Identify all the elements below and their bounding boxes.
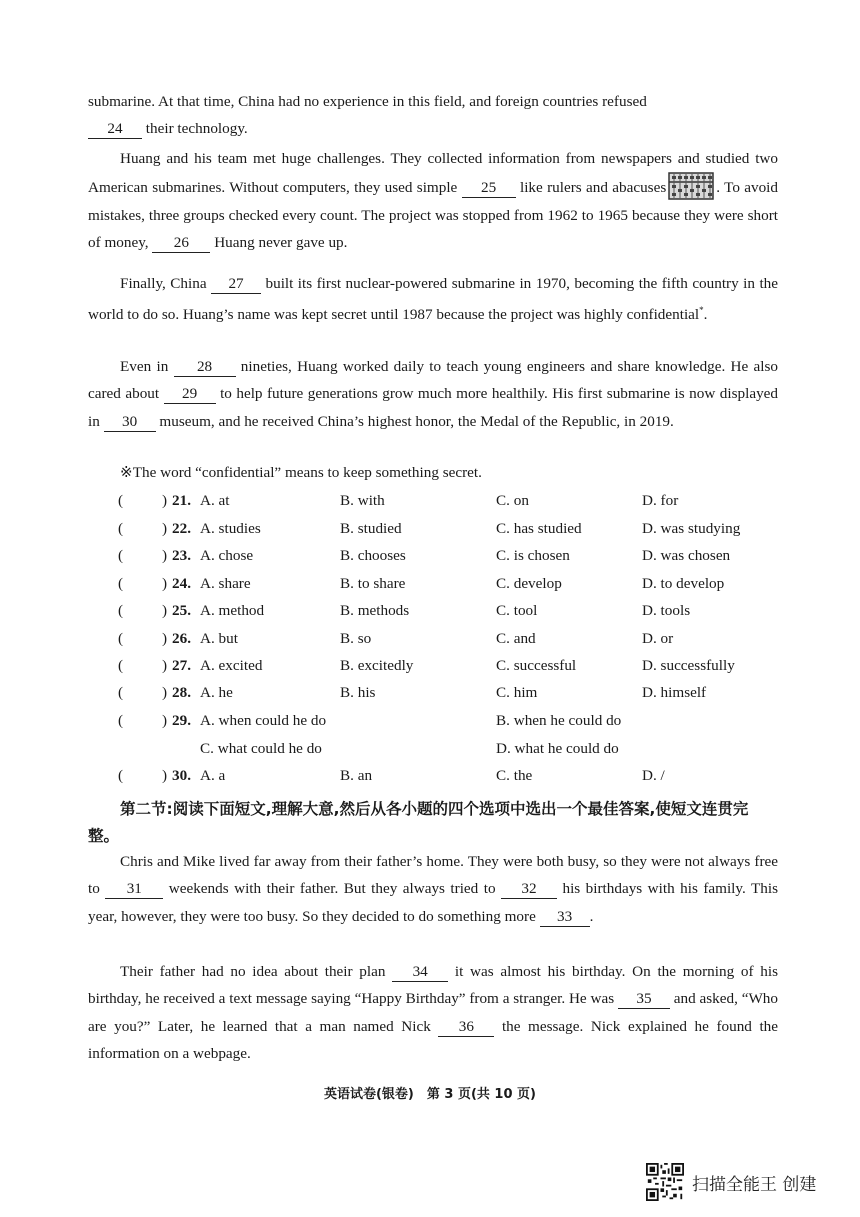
passage2-text: .	[589, 907, 594, 925]
passage2-text: his birthdays with his family. This year, however, they were too busy. So they decided to do something more	[88, 880, 778, 925]
question-number: 28.	[172, 684, 191, 701]
passage1-paragraph-1	[88, 88, 778, 143]
answer-paren-right: )	[162, 767, 168, 784]
question-number: 26.	[172, 630, 191, 647]
passage2-text: Chris and Mike lived far away from their father’s home. They were both busy, so they were not always free to	[88, 853, 778, 898]
question-number: 25.	[172, 602, 191, 619]
blank-34: 34	[392, 963, 448, 982]
blank-29: 29	[164, 385, 216, 404]
blank-28: 28	[174, 358, 236, 377]
passage1-text: like rulers and abacuses	[515, 179, 667, 197]
answer-paren-right: )	[162, 547, 168, 564]
blank-24: 24	[88, 120, 142, 139]
blank-27: 27	[211, 275, 261, 294]
passage1-paragraph-4	[88, 353, 778, 435]
answer-paren-right: )	[162, 575, 168, 592]
option-a: A. a	[200, 767, 226, 784]
passage1-text: Finally, China	[120, 275, 212, 292]
answer-paren-right: )	[162, 520, 168, 537]
option-a: A. studies	[200, 520, 261, 537]
passage2-text: Their father had no idea about their plan	[120, 963, 393, 980]
question-number: 23.	[172, 547, 191, 564]
passage2-paragraph-2	[88, 958, 778, 1068]
question-number: 22.	[172, 520, 191, 537]
question-row	[118, 657, 778, 681]
passage2-text: weekends with their father. But they always tried to	[163, 880, 502, 898]
answer-paren-left: (	[118, 712, 124, 729]
answer-paren-right: )	[162, 630, 168, 647]
answer-paren-right: )	[162, 712, 168, 729]
option-c: C. tool	[496, 602, 538, 619]
blank-30: 30	[104, 413, 156, 432]
option-d: D. what he could do	[496, 740, 619, 757]
blank-31: 31	[105, 880, 163, 899]
question-row	[118, 767, 778, 791]
question-row	[118, 547, 778, 571]
question-row-continued	[118, 740, 778, 764]
answer-paren-left: (	[118, 575, 124, 592]
passage2-text: it was almost his birthday. On the morning of his birthday, he received a text message saying “Happy Birthday” from a stranger. He was	[88, 963, 778, 1008]
blank-35: 35	[618, 990, 670, 1009]
blank-36: 36	[438, 1018, 494, 1037]
option-b: B. methods	[340, 602, 410, 619]
answer-paren-left: (	[118, 684, 124, 701]
question-row	[118, 520, 778, 544]
answer-paren-left: (	[118, 492, 124, 509]
passage1-text: their technology.	[142, 120, 248, 138]
footnote-marker: *	[699, 305, 704, 316]
option-a: A. he	[200, 684, 233, 701]
option-b: B. excitedly	[340, 657, 414, 674]
question-row	[118, 575, 778, 599]
option-a: A. when could he do	[200, 712, 327, 729]
option-b: B. to share	[340, 575, 406, 592]
question-number: 24.	[172, 575, 191, 592]
answer-paren-left: (	[118, 520, 124, 537]
option-c: C. successful	[496, 657, 577, 674]
blank-32: 32	[501, 880, 557, 899]
passage2-paragraph-1	[88, 848, 778, 930]
answer-paren-right: )	[162, 684, 168, 701]
abacus-icon	[668, 172, 714, 200]
blank-25: 25	[462, 179, 516, 198]
option-c: C. the	[496, 767, 533, 784]
passage1-text: . To avoid mistakes, three groups checked every count. The project was stopped from 1962 to 1965 because they were short of money,	[88, 179, 778, 252]
option-d: D. was studying	[642, 520, 741, 537]
option-b: B. so	[340, 630, 372, 647]
option-b: B. when he could do	[496, 712, 622, 729]
option-a: A. share	[200, 575, 251, 592]
option-c: C. him	[496, 684, 538, 701]
option-c: C. develop	[496, 575, 562, 592]
answer-paren-left: (	[118, 547, 124, 564]
answer-paren-left: (	[118, 602, 124, 619]
passage1-text: submarine. At that time, China had no experience in this field, and foreign countries refused	[88, 93, 647, 110]
option-d: D. for	[642, 492, 679, 509]
passage1-text: Huang never gave up.	[210, 234, 348, 252]
option-d: D. to develop	[642, 575, 725, 592]
option-c: C. and	[496, 630, 536, 647]
option-d: D. himself	[642, 684, 707, 701]
question-number: 29.	[172, 712, 191, 729]
answer-paren-right: )	[162, 657, 168, 674]
option-b: B. chooses	[340, 547, 406, 564]
option-b: B. studied	[340, 520, 402, 537]
passage1-paragraph-2	[88, 145, 778, 257]
passage1-text: Huang and his team met huge challenges. They collected information from newspapers and studied two American submarines. Without computers, they used simple	[88, 150, 778, 197]
answer-paren-left: (	[118, 657, 124, 674]
option-c: C. on	[496, 492, 529, 509]
option-a: A. chose	[200, 547, 254, 564]
passage1-paragraph-3	[88, 270, 778, 329]
option-a: A. excited	[200, 657, 263, 674]
question-row	[118, 630, 778, 654]
qr-code-icon	[646, 1163, 684, 1201]
passage1-text: .	[703, 306, 708, 324]
footnote: ※The word “confidential” means to keep something secret.	[120, 464, 482, 481]
option-d: D. /	[642, 767, 665, 784]
answer-paren-right: )	[162, 602, 168, 619]
answer-paren-left: (	[118, 630, 124, 647]
passage1-text: Even in	[120, 358, 174, 375]
option-b: B. an	[340, 767, 373, 784]
option-d: D. tools	[642, 602, 691, 619]
option-d: D. successfully	[642, 657, 735, 674]
passage1-text: to help future generations grow much more healthily. His first submarine is now displayed in	[88, 385, 778, 430]
page-footer: 英语试卷(银卷) 第 3 页(共 10 页)	[323, 1087, 536, 1102]
section-heading: 第二节:阅读下面短文,理解大意,然后从各小题的四个选项中选出一个最佳答案,使短文连贯完整。	[88, 800, 749, 845]
option-a: A. at	[200, 492, 230, 509]
answer-paren-right: )	[162, 492, 168, 509]
option-c: C. what could he do	[200, 740, 322, 757]
option-d: D. was chosen	[642, 547, 731, 564]
option-b: B. his	[340, 684, 376, 701]
question-row	[118, 492, 778, 516]
option-c: C. has studied	[496, 520, 582, 537]
passage1-text: built its first nuclear-powered submarine in 1970, becoming the fifth country in the world to do so. Huang’s name was kept secret until 1987 because the project was highly confidential	[88, 275, 778, 324]
option-b: B. with	[340, 492, 385, 509]
option-a: A. method	[200, 602, 265, 619]
question-row	[118, 712, 778, 736]
option-d: D. or	[642, 630, 674, 647]
answer-paren-left: (	[118, 767, 124, 784]
passage2-text: the message. Nick explained he found the information on a webpage.	[88, 1017, 779, 1063]
passage1-text: museum, and he received China’s highest honor, the Medal of the Republic, in 2019.	[155, 412, 674, 430]
question-row	[118, 602, 778, 626]
option-c: C. is chosen	[496, 547, 570, 564]
option-a: A. but	[200, 630, 238, 647]
question-number: 30.	[172, 767, 191, 784]
scanner-watermark	[646, 1162, 816, 1202]
watermark-text: 扫描全能王 创建	[692, 1174, 817, 1195]
question-row	[118, 684, 778, 708]
passage1-text: nineties, Huang worked daily to teach young engineers and share knowledge. He also cared about	[88, 358, 778, 403]
question-number: 21.	[172, 492, 191, 509]
passage2-text: and asked, “Who are you?” Later, he learned that a man named Nick	[88, 990, 778, 1035]
question-number: 27.	[172, 657, 191, 674]
blank-33: 33	[540, 908, 590, 927]
blank-26: 26	[152, 234, 210, 253]
